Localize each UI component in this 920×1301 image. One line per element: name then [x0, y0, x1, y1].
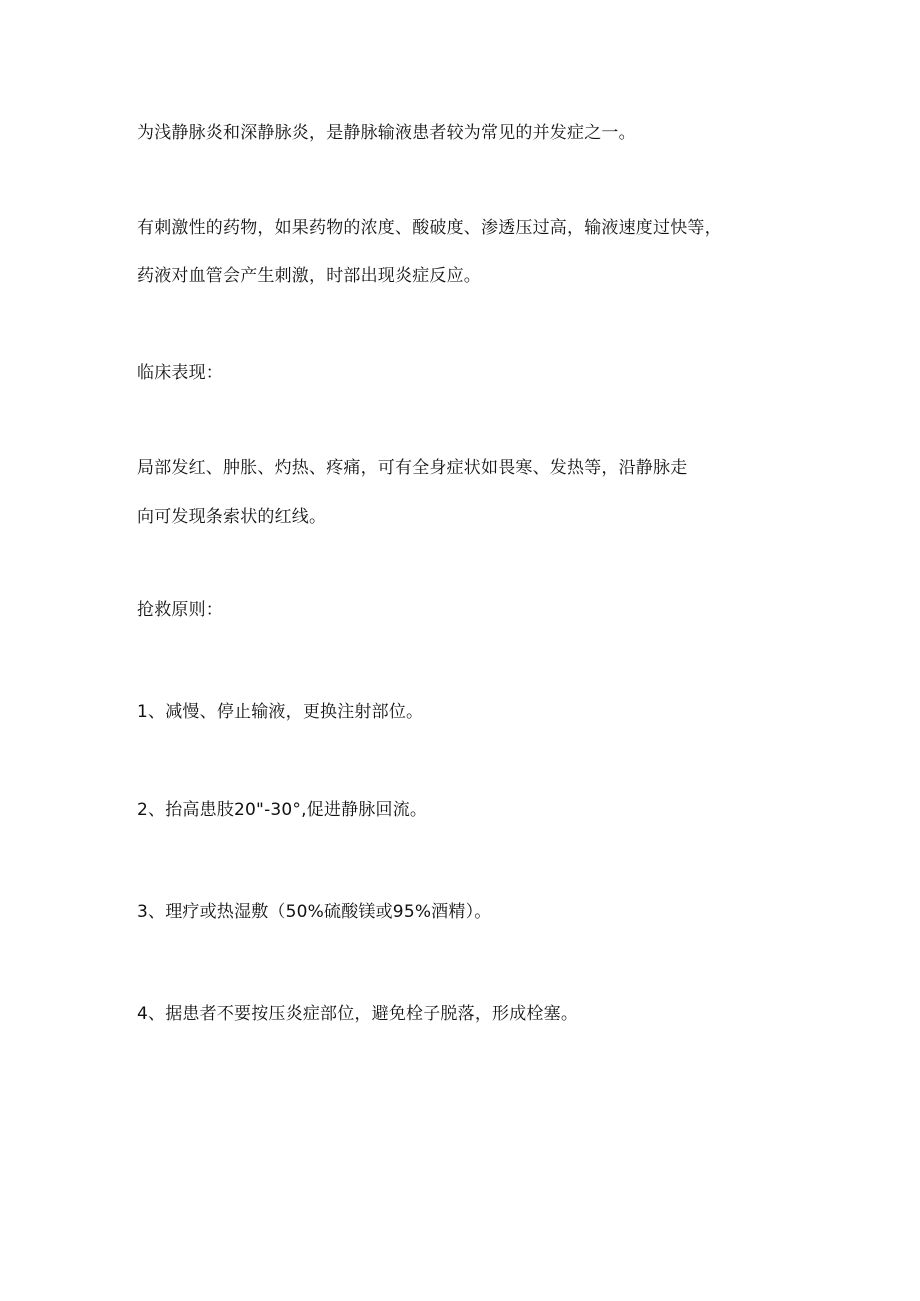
paragraph-symptoms-line-1: 局部发红、肿胀、灼热、疼痛，可有全身症状如畏寒、发热等，沿静脉走 — [137, 458, 688, 478]
paragraph-symptoms-line-2: 向可发现条索状的红线。 — [137, 507, 327, 527]
step-item-2: 2、抬高患肢20"-30°,促进静脉回流。 — [137, 800, 428, 820]
paragraph-intro-line-1: 为浅静脉炎和深静脉炎，是静脉输液患者较为常见的并发症之一。 — [137, 123, 636, 143]
step-item-4: 4、据患者不要按压炎症部位，避免栓子脱落，形成栓塞。 — [137, 1004, 579, 1024]
step-item-3: 3、理疗或热湿敷（50%硫酸镁或95%酒精）。 — [137, 902, 492, 922]
heading-clinical-manifestations: 临床表现： — [137, 363, 223, 383]
paragraph-cause-line-1: 有刺激性的药物，如果药物的浓度、酸破度、渗透压过高，输液速度过快等， — [137, 218, 722, 238]
step-item-1: 1、减慢、停止输液，更换注射部位。 — [137, 702, 424, 722]
heading-rescue-principles: 抢救原则： — [137, 600, 223, 620]
paragraph-cause-line-2: 药液对血管会产生刺激，时部出现炎症反应。 — [137, 266, 481, 286]
